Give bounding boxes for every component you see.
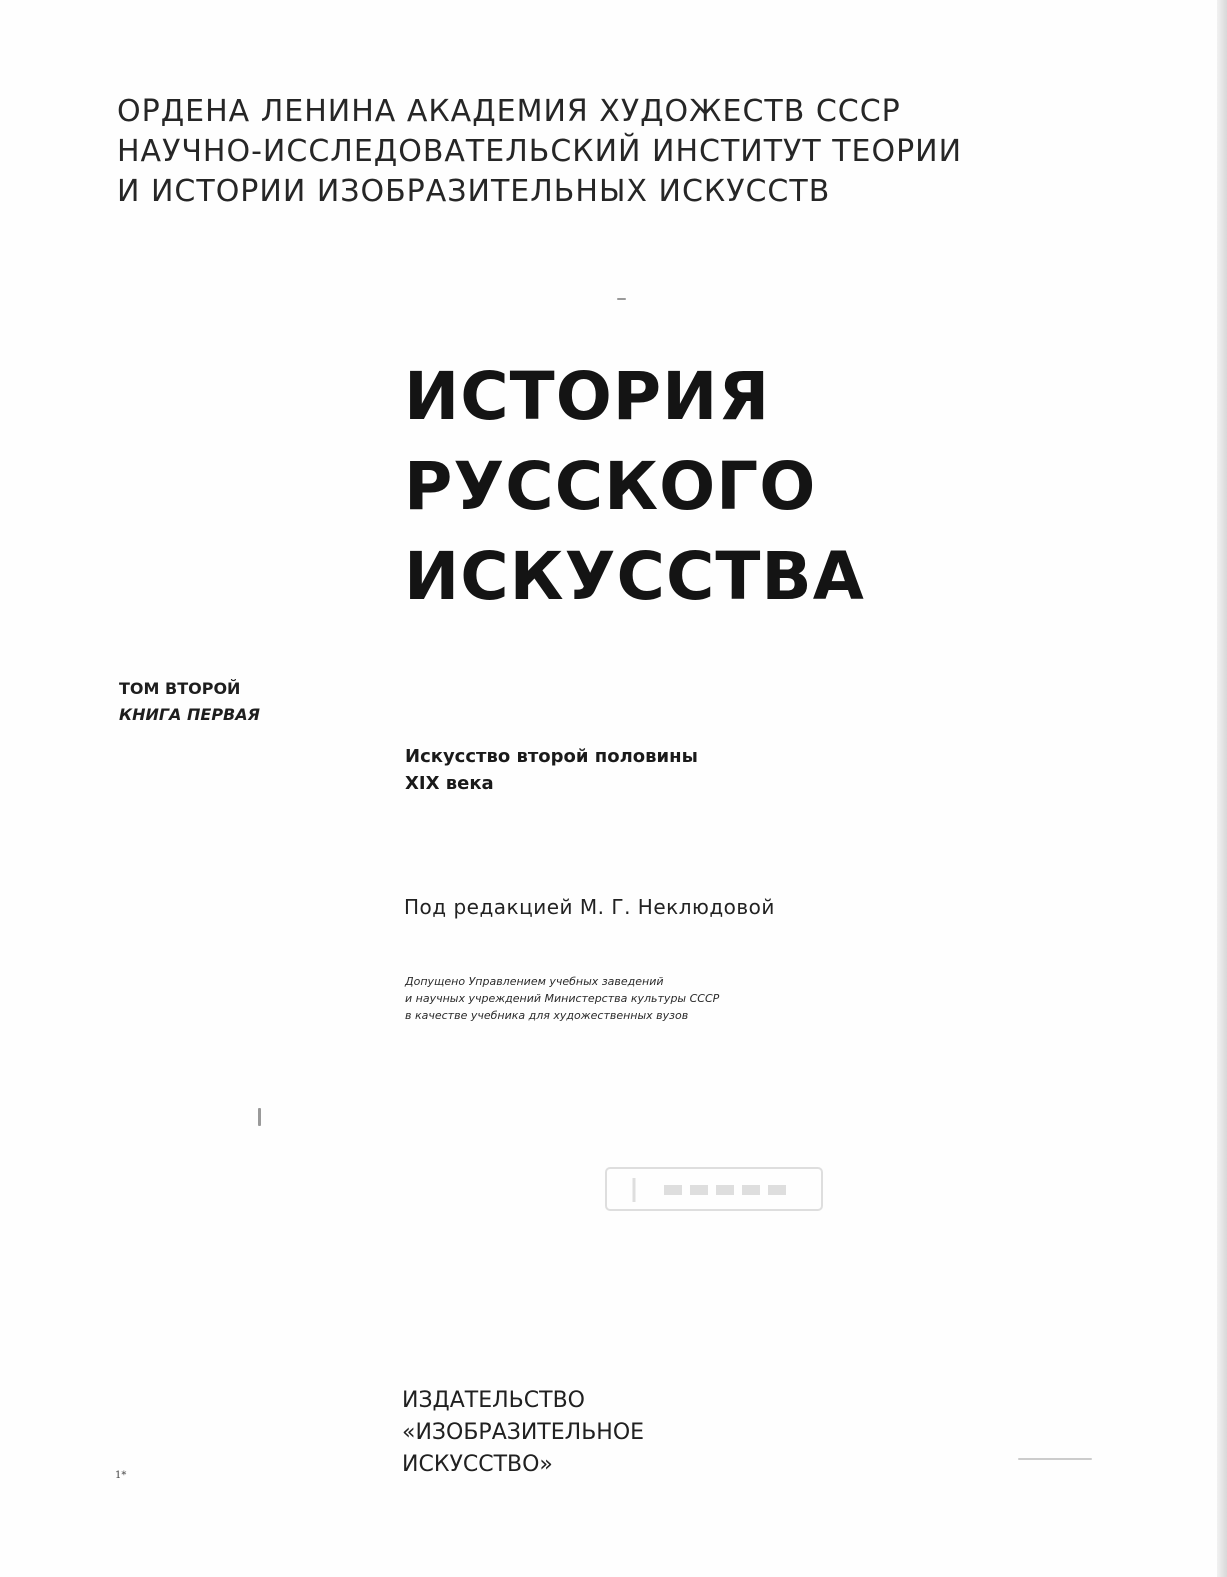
institution-line-3: И ИСТОРИИ ИЗОБРАЗИТЕЛЬНЫХ ИСКУССТВ xyxy=(117,174,831,209)
institution-line-1: ОРДЕНА ЛЕНИНА АКАДЕМИЯ ХУДОЖЕСТВ СССР xyxy=(117,94,901,129)
approval-note xyxy=(405,973,719,1024)
subtitle-line-2: XIX века xyxy=(405,773,494,794)
publisher-line-2: «ИЗОБРАЗИТЕЛЬНОЕ xyxy=(402,1420,645,1445)
institution-line-2: НАУЧНО-ИССЛЕДОВАТЕЛЬСКИЙ ИНСТИТУТ ТЕОРИИ xyxy=(117,134,963,169)
volume-book: КНИГА ПЕРВАЯ xyxy=(119,705,260,724)
book-subtitle xyxy=(405,743,698,797)
volume-info xyxy=(119,676,260,728)
title-line-1: ИСТОРИЯ xyxy=(404,358,771,435)
page-edge-shadow xyxy=(1217,0,1227,1577)
book-title xyxy=(404,352,865,622)
publisher-line-3: ИСКУССТВО» xyxy=(402,1452,553,1477)
faint-stamp-mark xyxy=(604,1164,824,1214)
publisher-line-1: ИЗДАТЕЛЬСТВО xyxy=(402,1388,585,1413)
approval-line-1: Допущено Управлением учебных заведений xyxy=(405,975,664,988)
approval-line-3: в качестве учебника для художественных вузов xyxy=(405,1009,689,1022)
title-line-2: РУССКОГО xyxy=(404,448,817,525)
signature-mark: 1* xyxy=(115,1470,127,1481)
subtitle-line-1: Искусство второй половины xyxy=(405,746,698,767)
paper-speck xyxy=(258,1108,261,1126)
volume-tome: ТОМ ВТОРОЙ xyxy=(119,679,241,698)
paper-speck xyxy=(617,298,626,300)
editor-credit: Под редакцией М. Г. Неклюдовой xyxy=(404,895,775,919)
approval-line-2: и научных учреждений Министерства культуры СССР xyxy=(405,992,720,1005)
institution-header xyxy=(117,92,962,212)
publisher-block xyxy=(402,1385,644,1481)
title-line-3: ИСКУССТВА xyxy=(404,538,865,615)
paper-speck xyxy=(1018,1458,1092,1460)
